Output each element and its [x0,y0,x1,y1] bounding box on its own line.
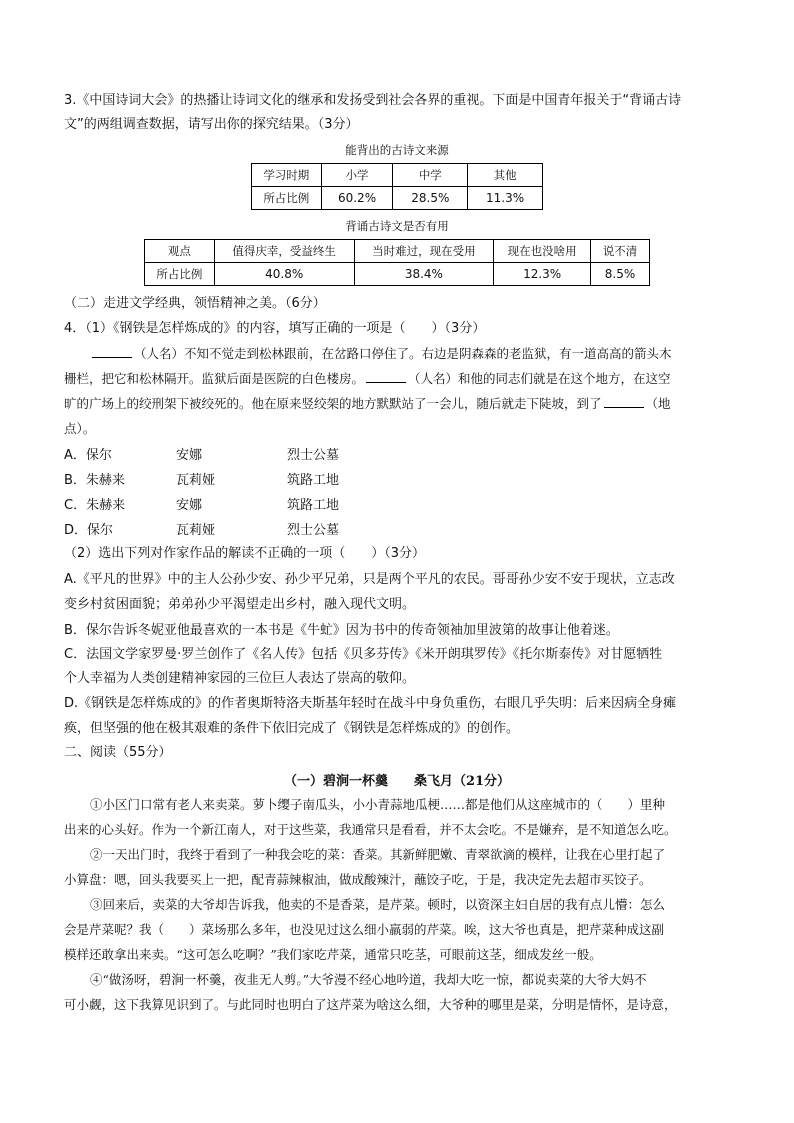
q3-line-1: 3.《中国诗词大会》的热播让诗词文化的继承和发扬受到社会各界的重视。下面是中国青年报关于“背诵古诗 [64,93,682,108]
option-c-col2: 安娜 [176,498,203,513]
paragraph-line: ②一天出门时，我终于看到了一种我会吃的菜：香菜。其新鲜肥嫩、青翠欲滴的模样，让我在心里打起了 [90,847,666,862]
paragraph-line: 出来的心头好。作为一个新江南人，对于这些菜，我通常只是看看，并不太会吃。不是嫌弃，是不知道怎么吃。 [64,822,677,837]
table-row [145,263,650,286]
q4-part2-prompt: （2）选出下列对作家作品的解读不正确的一项（ ）（3分） [64,546,426,561]
article-title: （一）碧涧一杯羹 桑飞月（21分） [283,774,511,789]
table-cell: 40.8% [214,263,354,286]
paragraph-line: 模样还敢拿出来卖。“这可怎么吃啊？”我们家吃芹菜，通常只吃茎，可眼前这茎，细成发丝一般。 [64,947,602,962]
passage-line: 点）。 [64,421,96,436]
table-cell: 38.4% [354,263,494,286]
choice-d-line-1[interactable]: D.《钢铁是怎样炼成的》的作者奥斯特洛夫斯基年轻时在战斗中身负重伤，右眼几乎失明：后来因病全身瘫 [64,696,677,711]
table-cell: 现在也没啥用 [494,240,591,263]
table-row [145,240,650,263]
option-c[interactable]: C．朱赫来 [64,498,126,513]
fill-blank[interactable] [92,345,132,358]
table-cell: 中学 [393,164,468,187]
choice-b[interactable]: B．保尔告诉冬妮亚他最喜欢的一本书是《牛虻》因为书中的传奇领袖加里波第的故事让他着迷。 [64,623,619,638]
option-a[interactable]: A．保尔 [64,448,112,463]
table-cell: 观点 [145,240,215,263]
option-b-col3: 筑路工地 [287,473,340,488]
option-b-col2: 瓦莉娅 [176,473,216,488]
table-cell: 60.2% [321,187,393,210]
table-cell: 所占比例 [145,263,215,286]
table-cell: 当时难过，现在受用 [354,240,494,263]
passage-line: 旷的广场上的绞刑架下被绞死的。他在原来竖绞架的地方默默站了一会儿，随后就走下陡坡，到了 （地 [64,396,671,411]
option-a-col2: 安娜 [176,448,203,463]
option-b[interactable]: B．朱赫来 [64,473,125,488]
table-cell: 11.3% [468,187,543,210]
paragraph-line: 会是芹菜呢？我（ ）菜场那么多年，也没见过这么细小羸弱的芹菜。唉，这大爷也真是，把芹菜种成这副 [64,922,665,937]
choice-a-line-2: 变乡村贫困面貌；弟弟孙少平渴望走出乡村，融入现代文明。 [64,597,416,612]
table-cell: 说不清 [591,240,650,263]
table-recite-source [251,163,543,210]
table-cell: 12.3% [494,263,591,286]
option-a-col3: 烈士公墓 [287,448,340,463]
table-cell: 8.5% [591,263,650,286]
option-d-col3: 烈士公墓 [287,523,340,538]
paragraph-line: ④“做汤呀，碧涧一杯羹，夜韭无人剪。”大爷漫不经心地吟道，我却大吃一惊，都说卖菜的大爷大妈不 [90,972,647,987]
option-d[interactable]: D．保尔 [64,523,114,538]
paragraph-line: 可小觑，这下我算见识到了。与此同时也明白了这芹菜为啥这么细，大爷种的哪里是菜，分明是情怀，是诗意， [64,997,677,1012]
paragraph-line: ①小区门口常有老人来卖菜。萝卜缨子南瓜头，小小青蒜地瓜梗……都是他们从这座城市的（ ）里种 [90,797,666,812]
choice-c-line-2: 个人幸福为人类创建精神家园的三位巨人表达了崇高的敬仰。 [64,671,416,686]
table-cell: 小学 [321,164,393,187]
section-heading: （二）走进文学经典，领悟精神之美。（6分） [64,296,326,311]
option-c-col3: 筑路工地 [287,498,340,513]
table-cell: 值得庆幸，受益终生 [214,240,354,263]
table-row [252,164,543,187]
option-d-col2: 瓦莉娅 [176,523,216,538]
q4-part1-prompt: 4．（1）《钢铁是怎样炼成的》的内容，填写正确的一项是（ ）（3分） [64,321,486,336]
paragraph-line: ③回来后，卖菜的大爷却告诉我，他卖的不是香菜，是芹菜。顿时，以资深主妇自居的我有点儿懵：怎么 [90,897,666,912]
passage-line: （人名）不知不觉走到松林跟前，在岔路口停住了。右边是阴森森的老监狱，有一道高高的箭头木 [90,345,672,362]
reading-header: 二、阅读（55分） [64,745,172,760]
fill-blank[interactable] [604,395,644,408]
passage-line: 栅栏，把它和松林隔开。监狱后面是医院的白色楼房。 （人名）和他的同志们就是在这个地方，在这空 [64,371,671,386]
table-cell: 28.5% [393,187,468,210]
table-recite-usefulness [144,239,650,286]
table-row [252,187,543,210]
table-cell: 学习时期 [252,164,322,187]
choice-a-line-1[interactable]: A.《平凡的世界》中的主人公孙少安、孙少平兄弟，只是两个平凡的农民。哥哥孙少安不安于现状，立志改 [64,572,675,587]
table1-title: 能背出的古诗文来源 [345,143,449,157]
choice-d-line-2: 痪，但坚强的他在极其艰难的条件下依旧完成了《钢铁是怎样炼成的》的创作。 [64,721,520,736]
table2-title: 背诵古诗文是否有用 [345,219,449,233]
fill-blank[interactable] [366,370,406,383]
table-cell: 所占比例 [252,187,322,210]
paragraph-line: 小算盘：嗯，回头我要买上一把，配青蒜辣椒油，做成酸辣汁，蘸饺子吃，于是，我决定先去超市买饺子。 [64,872,652,887]
q3-line-2: 文”的两组调查数据，请写出你的探究结果。（3分） [64,117,359,132]
table-cell: 其他 [468,164,543,187]
choice-c-line-1[interactable]: C．法国文学家罗曼·罗兰创作了《名人传》包括《贝多芬传》《米开朗琪罗传》《托尔斯泰传》对甘愿牺牲 [64,647,663,662]
